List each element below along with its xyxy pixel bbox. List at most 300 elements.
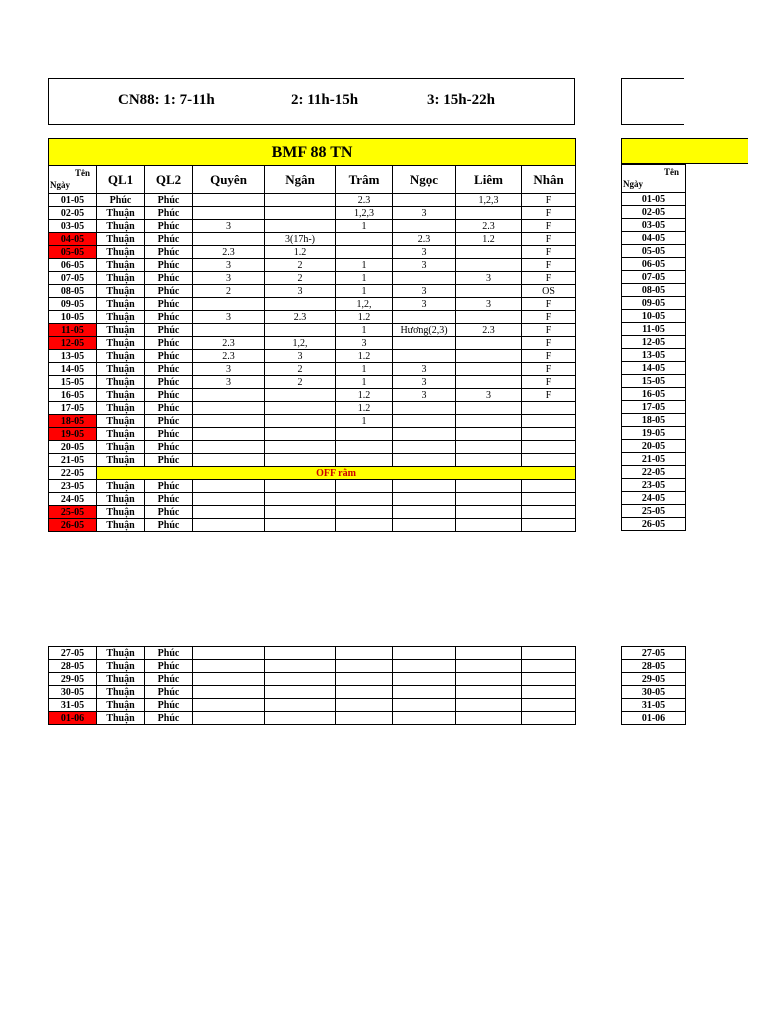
shift-cell[interactable] (265, 699, 336, 712)
manager-cell[interactable]: Phúc (145, 415, 193, 428)
manager-cell[interactable]: Thuận (97, 686, 145, 699)
shift-cell[interactable] (393, 660, 456, 673)
shift-cell[interactable] (265, 428, 336, 441)
shift-cell[interactable] (522, 712, 576, 725)
side-row (622, 284, 686, 297)
shift-cell[interactable]: 1.2 (336, 389, 393, 402)
shift-cell[interactable] (265, 686, 336, 699)
manager-cell[interactable]: Phúc (145, 428, 193, 441)
manager-cell[interactable]: Thuận (97, 506, 145, 519)
shift-cell[interactable]: 1 (336, 324, 393, 337)
branch-shift1-label: CN88: 1: 7-11h (118, 92, 215, 108)
side-date-cell: 02-05 (622, 206, 686, 219)
shift-cell[interactable] (522, 415, 576, 428)
manager-cell[interactable]: Thuận (97, 428, 145, 441)
manager-cell[interactable]: Thuận (97, 389, 145, 402)
shift-cell[interactable]: 2 (265, 376, 336, 389)
shift-cell[interactable] (393, 337, 456, 350)
date-cell: 16-05 (49, 389, 97, 402)
side-date-cell: 25-05 (622, 505, 686, 518)
shift-cell[interactable] (393, 673, 456, 686)
manager-cell[interactable]: Thuận (97, 285, 145, 298)
shift-cell[interactable] (456, 376, 522, 389)
shift-cell[interactable] (456, 712, 522, 725)
shift-cell[interactable] (193, 699, 265, 712)
manager-cell[interactable]: Thuận (97, 402, 145, 415)
side-date-cell: 04-05 (622, 232, 686, 245)
manager-cell[interactable]: Phúc (97, 194, 145, 207)
shift-cell[interactable]: Hương(2,3) (393, 324, 456, 337)
side-row (622, 349, 686, 362)
shift-cell[interactable] (522, 480, 576, 493)
manager-cell[interactable]: Thuận (97, 324, 145, 337)
manager-cell[interactable]: Thuận (97, 220, 145, 233)
shift-cell[interactable]: 2.3 (193, 246, 265, 259)
shift-cell[interactable] (393, 493, 456, 506)
shift-cell[interactable] (336, 454, 393, 467)
shift-cell[interactable] (265, 454, 336, 467)
manager-cell[interactable]: Phúc (145, 493, 193, 506)
shift-cell[interactable] (193, 402, 265, 415)
shift-cell[interactable]: 1 (336, 220, 393, 233)
shift-cell[interactable] (265, 415, 336, 428)
manager-cell[interactable]: Phúc (145, 259, 193, 272)
shift-cell[interactable]: 1,2,3 (336, 207, 393, 220)
shift-cell[interactable] (193, 454, 265, 467)
manager-cell[interactable]: Phúc (145, 519, 193, 532)
manager-cell[interactable]: Phúc (145, 673, 193, 686)
manager-cell[interactable]: Phúc (145, 389, 193, 402)
side-row (622, 271, 686, 284)
manager-cell[interactable]: Phúc (145, 298, 193, 311)
side-date-cell: 31-05 (622, 699, 686, 712)
shift-cell[interactable] (193, 660, 265, 673)
shift-cell[interactable]: 2.3 (393, 233, 456, 246)
shift-cell[interactable] (193, 519, 265, 532)
shift-cell[interactable]: 2.3 (336, 194, 393, 207)
side-date-cell: 11-05 (622, 323, 686, 336)
shift-cell[interactable] (336, 686, 393, 699)
shift-cell[interactable] (265, 480, 336, 493)
shift-cell[interactable]: 3 (393, 376, 456, 389)
shift-cell[interactable] (336, 493, 393, 506)
manager-cell[interactable]: Phúc (145, 350, 193, 363)
shift-cell[interactable] (456, 647, 522, 660)
shift-cell[interactable]: 1 (336, 285, 393, 298)
shift-cell[interactable] (265, 506, 336, 519)
manager-cell[interactable]: Phúc (145, 324, 193, 337)
shift-cell[interactable] (265, 660, 336, 673)
shift-cell[interactable] (456, 454, 522, 467)
manager-cell[interactable]: Phúc (145, 311, 193, 324)
shift-cell[interactable] (522, 493, 576, 506)
shift-cell[interactable] (456, 246, 522, 259)
date-cell: 01-06 (49, 712, 97, 725)
shift-cell[interactable]: 3(17h-) (265, 233, 336, 246)
shift-cell[interactable] (336, 441, 393, 454)
shift-cell[interactable] (456, 428, 522, 441)
shift-cell[interactable] (456, 207, 522, 220)
manager-cell[interactable]: Phúc (145, 647, 193, 660)
shift-cell[interactable] (393, 506, 456, 519)
shift-cell[interactable] (193, 207, 265, 220)
shift-cell[interactable] (393, 311, 456, 324)
manager-cell[interactable]: Phúc (145, 480, 193, 493)
shift-cell[interactable] (265, 441, 336, 454)
date-cell: 22-05 (49, 467, 97, 480)
table-row (49, 402, 576, 415)
shift-cell[interactable] (265, 493, 336, 506)
manager-cell[interactable]: Thuận (97, 493, 145, 506)
shift-cell[interactable] (393, 480, 456, 493)
shift-cell[interactable] (393, 686, 456, 699)
manager-cell[interactable]: Phúc (145, 363, 193, 376)
shift-cell[interactable]: 1 (336, 415, 393, 428)
shift-cell[interactable] (393, 415, 456, 428)
manager-cell[interactable]: Phúc (145, 285, 193, 298)
table-row (49, 428, 576, 441)
shift-cell[interactable] (336, 233, 393, 246)
side-date-cell: 21-05 (622, 453, 686, 466)
shift-cell[interactable]: 3 (393, 207, 456, 220)
side-date-cell: 06-05 (622, 258, 686, 271)
manager-cell[interactable]: Thuận (97, 699, 145, 712)
shift-cell[interactable] (193, 233, 265, 246)
manager-cell[interactable]: Thuận (97, 350, 145, 363)
shift-cell[interactable]: 1.2 (336, 311, 393, 324)
shift-cell[interactable] (456, 660, 522, 673)
shift-cell[interactable] (336, 647, 393, 660)
side-date-cell: 15-05 (622, 375, 686, 388)
shift-cell[interactable] (193, 686, 265, 699)
manager-cell[interactable]: Phúc (145, 246, 193, 259)
shift-cell[interactable]: 3 (393, 298, 456, 311)
shift-cell[interactable]: F (522, 350, 576, 363)
side-date-cell: 26-05 (622, 518, 686, 531)
shift-cell[interactable] (456, 519, 522, 532)
shift-cell[interactable] (522, 699, 576, 712)
manager-cell[interactable]: Phúc (145, 194, 193, 207)
manager-cell[interactable]: Phúc (145, 712, 193, 725)
shift-cell[interactable]: F (522, 376, 576, 389)
side-row (622, 362, 686, 375)
shift-cell[interactable]: F (522, 324, 576, 337)
shift-cell[interactable]: F (522, 337, 576, 350)
column-header: QL1 (97, 166, 145, 194)
shift-cell[interactable] (265, 220, 336, 233)
shift-cell[interactable] (456, 350, 522, 363)
shift-cell[interactable] (522, 519, 576, 532)
shift-cell[interactable] (522, 673, 576, 686)
shift-cell[interactable]: 3 (336, 337, 393, 350)
date-cell: 21-05 (49, 454, 97, 467)
manager-cell[interactable]: Thuận (97, 519, 145, 532)
shift-cell[interactable]: 2 (265, 363, 336, 376)
shift-cell[interactable]: F (522, 311, 576, 324)
shift-cell[interactable] (193, 194, 265, 207)
table-row (49, 673, 576, 686)
shift-cell[interactable] (456, 673, 522, 686)
table-row (49, 233, 576, 246)
manager-cell[interactable]: Thuận (97, 712, 145, 725)
date-cell: 30-05 (49, 686, 97, 699)
date-cell: 06-05 (49, 259, 97, 272)
shift-cell[interactable]: 3 (393, 285, 456, 298)
shift-cell[interactable]: 1 (336, 363, 393, 376)
shift-cell[interactable] (522, 441, 576, 454)
shift-cell[interactable] (265, 389, 336, 402)
manager-cell[interactable]: Thuận (97, 272, 145, 285)
manager-cell[interactable]: Thuận (97, 376, 145, 389)
date-cell: 07-05 (49, 272, 97, 285)
shift-cell[interactable] (336, 480, 393, 493)
shift-cell[interactable]: 2 (265, 259, 336, 272)
shift-cell[interactable]: 3 (193, 272, 265, 285)
shift-cell[interactable] (265, 324, 336, 337)
shift-cell[interactable]: F (522, 389, 576, 402)
shift-cell[interactable] (456, 259, 522, 272)
manager-cell[interactable]: Phúc (145, 686, 193, 699)
shift-cell[interactable] (265, 298, 336, 311)
shift-cell[interactable]: 3 (393, 363, 456, 376)
shift-cell[interactable] (265, 647, 336, 660)
shift-cell[interactable] (456, 506, 522, 519)
shift-cell[interactable] (193, 415, 265, 428)
shift-cell[interactable] (522, 402, 576, 415)
shift-cell[interactable] (393, 272, 456, 285)
shift-cell[interactable] (193, 298, 265, 311)
side-date-cell: 23-05 (622, 479, 686, 492)
manager-cell[interactable]: Phúc (145, 207, 193, 220)
shift-cell[interactable]: OS (522, 285, 576, 298)
shift-cell[interactable] (393, 699, 456, 712)
shift-cell[interactable] (393, 194, 456, 207)
date-cell: 01-05 (49, 194, 97, 207)
shift-cell[interactable] (393, 647, 456, 660)
shift-cell[interactable] (193, 389, 265, 402)
shift-cell[interactable]: 2.3 (456, 220, 522, 233)
shift-cell[interactable] (456, 402, 522, 415)
shift-cell[interactable]: 1,2, (265, 337, 336, 350)
shift-cell[interactable]: 2.3 (265, 311, 336, 324)
shift-cell[interactable] (265, 673, 336, 686)
shift-cell[interactable] (393, 454, 456, 467)
shift-cell[interactable]: F (522, 259, 576, 272)
shift-cell[interactable] (193, 493, 265, 506)
shift-cell[interactable] (265, 194, 336, 207)
side-row (622, 232, 686, 245)
shift-cell[interactable] (522, 686, 576, 699)
manager-cell[interactable]: Thuận (97, 337, 145, 350)
table-row (49, 337, 576, 350)
shift-cell[interactable]: F (522, 233, 576, 246)
column-header: Ngọc (393, 166, 456, 194)
shift-cell[interactable] (456, 480, 522, 493)
table-row (49, 298, 576, 311)
shift-cell[interactable]: 3 (393, 259, 456, 272)
shift-cell[interactable]: 3 (456, 389, 522, 402)
shift-cell[interactable]: 1.2 (336, 402, 393, 415)
shift-cell[interactable]: 2 (193, 285, 265, 298)
shift-cell[interactable]: 2.3 (193, 350, 265, 363)
side-date-cell: 30-05 (622, 686, 686, 699)
manager-cell[interactable]: Thuận (97, 660, 145, 673)
shift-cell[interactable]: 1.2 (456, 233, 522, 246)
shift-cell[interactable] (265, 402, 336, 415)
shift-cell[interactable]: 3 (193, 259, 265, 272)
manager-cell[interactable]: Phúc (145, 441, 193, 454)
shift-cell[interactable] (193, 673, 265, 686)
shift-cell[interactable]: 3 (456, 272, 522, 285)
shift-cell[interactable]: 3 (265, 350, 336, 363)
side-corner-header (622, 165, 686, 193)
shift-cell[interactable]: F (522, 298, 576, 311)
side-date-cell: 09-05 (622, 297, 686, 310)
manager-cell[interactable]: Thuận (97, 233, 145, 246)
shift-cell[interactable] (522, 454, 576, 467)
manager-cell[interactable]: Phúc (145, 220, 193, 233)
date-cell: 08-05 (49, 285, 97, 298)
side-date-cell: 14-05 (622, 362, 686, 375)
manager-cell[interactable]: Thuận (97, 454, 145, 467)
manager-cell[interactable]: Thuận (97, 363, 145, 376)
date-cell: 19-05 (49, 428, 97, 441)
shift-cell[interactable]: F (522, 207, 576, 220)
shift-cell[interactable]: 3 (193, 220, 265, 233)
shift-cell[interactable] (336, 673, 393, 686)
corner-bottom-label: Ngày (50, 180, 70, 190)
shift-cell[interactable] (393, 441, 456, 454)
manager-cell[interactable]: Thuận (97, 207, 145, 220)
shift-cell[interactable] (193, 441, 265, 454)
shift-cell[interactable]: 3 (193, 376, 265, 389)
manager-cell[interactable]: Thuận (97, 647, 145, 660)
side-row (622, 414, 686, 427)
side-row (622, 219, 686, 232)
shift-cell[interactable]: 2 (265, 272, 336, 285)
shift-cell[interactable] (336, 519, 393, 532)
manager-cell[interactable]: Thuận (97, 415, 145, 428)
shift-cell[interactable] (193, 428, 265, 441)
shift-cell[interactable]: 3 (393, 246, 456, 259)
manager-cell[interactable]: Thuận (97, 298, 145, 311)
manager-cell[interactable]: Thuận (97, 259, 145, 272)
shift-cell[interactable] (336, 660, 393, 673)
shift-cell[interactable]: 3 (193, 363, 265, 376)
schedule-table-continued (48, 646, 576, 725)
shift-cell[interactable] (456, 493, 522, 506)
shift-cell[interactable] (393, 350, 456, 363)
shift-cell[interactable] (265, 712, 336, 725)
date-cell: 05-05 (49, 246, 97, 259)
shift-cell[interactable] (336, 246, 393, 259)
shift-cell[interactable] (193, 324, 265, 337)
side-date-table-continued (621, 646, 686, 725)
off-day-label: OFF rằm (97, 467, 576, 480)
manager-cell[interactable]: Phúc (145, 233, 193, 246)
manager-cell[interactable]: Thuận (97, 246, 145, 259)
shift-cell[interactable] (265, 207, 336, 220)
manager-cell[interactable]: Thuận (97, 673, 145, 686)
manager-cell[interactable]: Phúc (145, 454, 193, 467)
manager-cell[interactable]: Phúc (145, 699, 193, 712)
manager-cell[interactable]: Thuận (97, 480, 145, 493)
shift-cell[interactable]: F (522, 363, 576, 376)
shift-cell[interactable] (193, 712, 265, 725)
manager-cell[interactable]: Phúc (145, 660, 193, 673)
shift-cell[interactable] (336, 506, 393, 519)
shift-cell[interactable] (522, 647, 576, 660)
shift-cell[interactable] (393, 402, 456, 415)
side-row (622, 375, 686, 388)
manager-cell[interactable]: Phúc (145, 402, 193, 415)
shift-cell[interactable] (336, 699, 393, 712)
shift-cell[interactable]: F (522, 272, 576, 285)
corner-top-label: Tên (74, 168, 90, 178)
date-cell: 27-05 (49, 647, 97, 660)
manager-cell[interactable]: Thuận (97, 441, 145, 454)
shift-cell[interactable] (393, 712, 456, 725)
shift-cell[interactable] (265, 519, 336, 532)
shift-cell[interactable]: 1,2,3 (456, 194, 522, 207)
side-date-cell: 08-05 (622, 284, 686, 297)
table-row (49, 506, 576, 519)
shift-cell[interactable]: 1 (336, 272, 393, 285)
shift-cell[interactable]: 1 (336, 376, 393, 389)
manager-cell[interactable]: Phúc (145, 506, 193, 519)
table-row (49, 389, 576, 402)
shift-cell[interactable] (456, 686, 522, 699)
shift-cell[interactable] (193, 506, 265, 519)
shift-cell[interactable]: 3 (456, 298, 522, 311)
shift-cell[interactable] (522, 506, 576, 519)
shift-cell[interactable]: 1.2 (265, 246, 336, 259)
shift-cell[interactable] (193, 647, 265, 660)
shift-cell[interactable] (456, 441, 522, 454)
shift-cell[interactable] (336, 712, 393, 725)
shift-cell[interactable]: 3 (265, 285, 336, 298)
shift-cell[interactable]: F (522, 220, 576, 233)
shift-cell[interactable] (393, 428, 456, 441)
shift-cell[interactable] (336, 428, 393, 441)
shift-cell[interactable]: F (522, 194, 576, 207)
shift-cell[interactable]: 2.3 (193, 337, 265, 350)
shift-cell[interactable] (456, 363, 522, 376)
shift-cell[interactable]: 3 (193, 311, 265, 324)
manager-cell[interactable]: Phúc (145, 337, 193, 350)
shift-cell[interactable] (456, 699, 522, 712)
shift-cell[interactable]: F (522, 246, 576, 259)
shift-cell[interactable] (456, 285, 522, 298)
manager-cell[interactable]: Phúc (145, 376, 193, 389)
shift-cell[interactable] (393, 220, 456, 233)
shift-cell[interactable]: 3 (393, 389, 456, 402)
shift-cell[interactable] (522, 660, 576, 673)
shift-cell[interactable] (456, 311, 522, 324)
manager-cell[interactable]: Phúc (145, 272, 193, 285)
manager-cell[interactable]: Thuận (97, 311, 145, 324)
shift-cell[interactable]: 2.3 (456, 324, 522, 337)
shift-cell[interactable] (522, 428, 576, 441)
shift-cell[interactable] (456, 415, 522, 428)
shift-cell[interactable]: 1 (336, 259, 393, 272)
shift-cell[interactable]: 1,2, (336, 298, 393, 311)
shift-cell[interactable]: 1.2 (336, 350, 393, 363)
shift-cell[interactable] (393, 519, 456, 532)
side-row (622, 193, 686, 206)
shift-cell[interactable] (193, 480, 265, 493)
shift-cell[interactable] (456, 337, 522, 350)
